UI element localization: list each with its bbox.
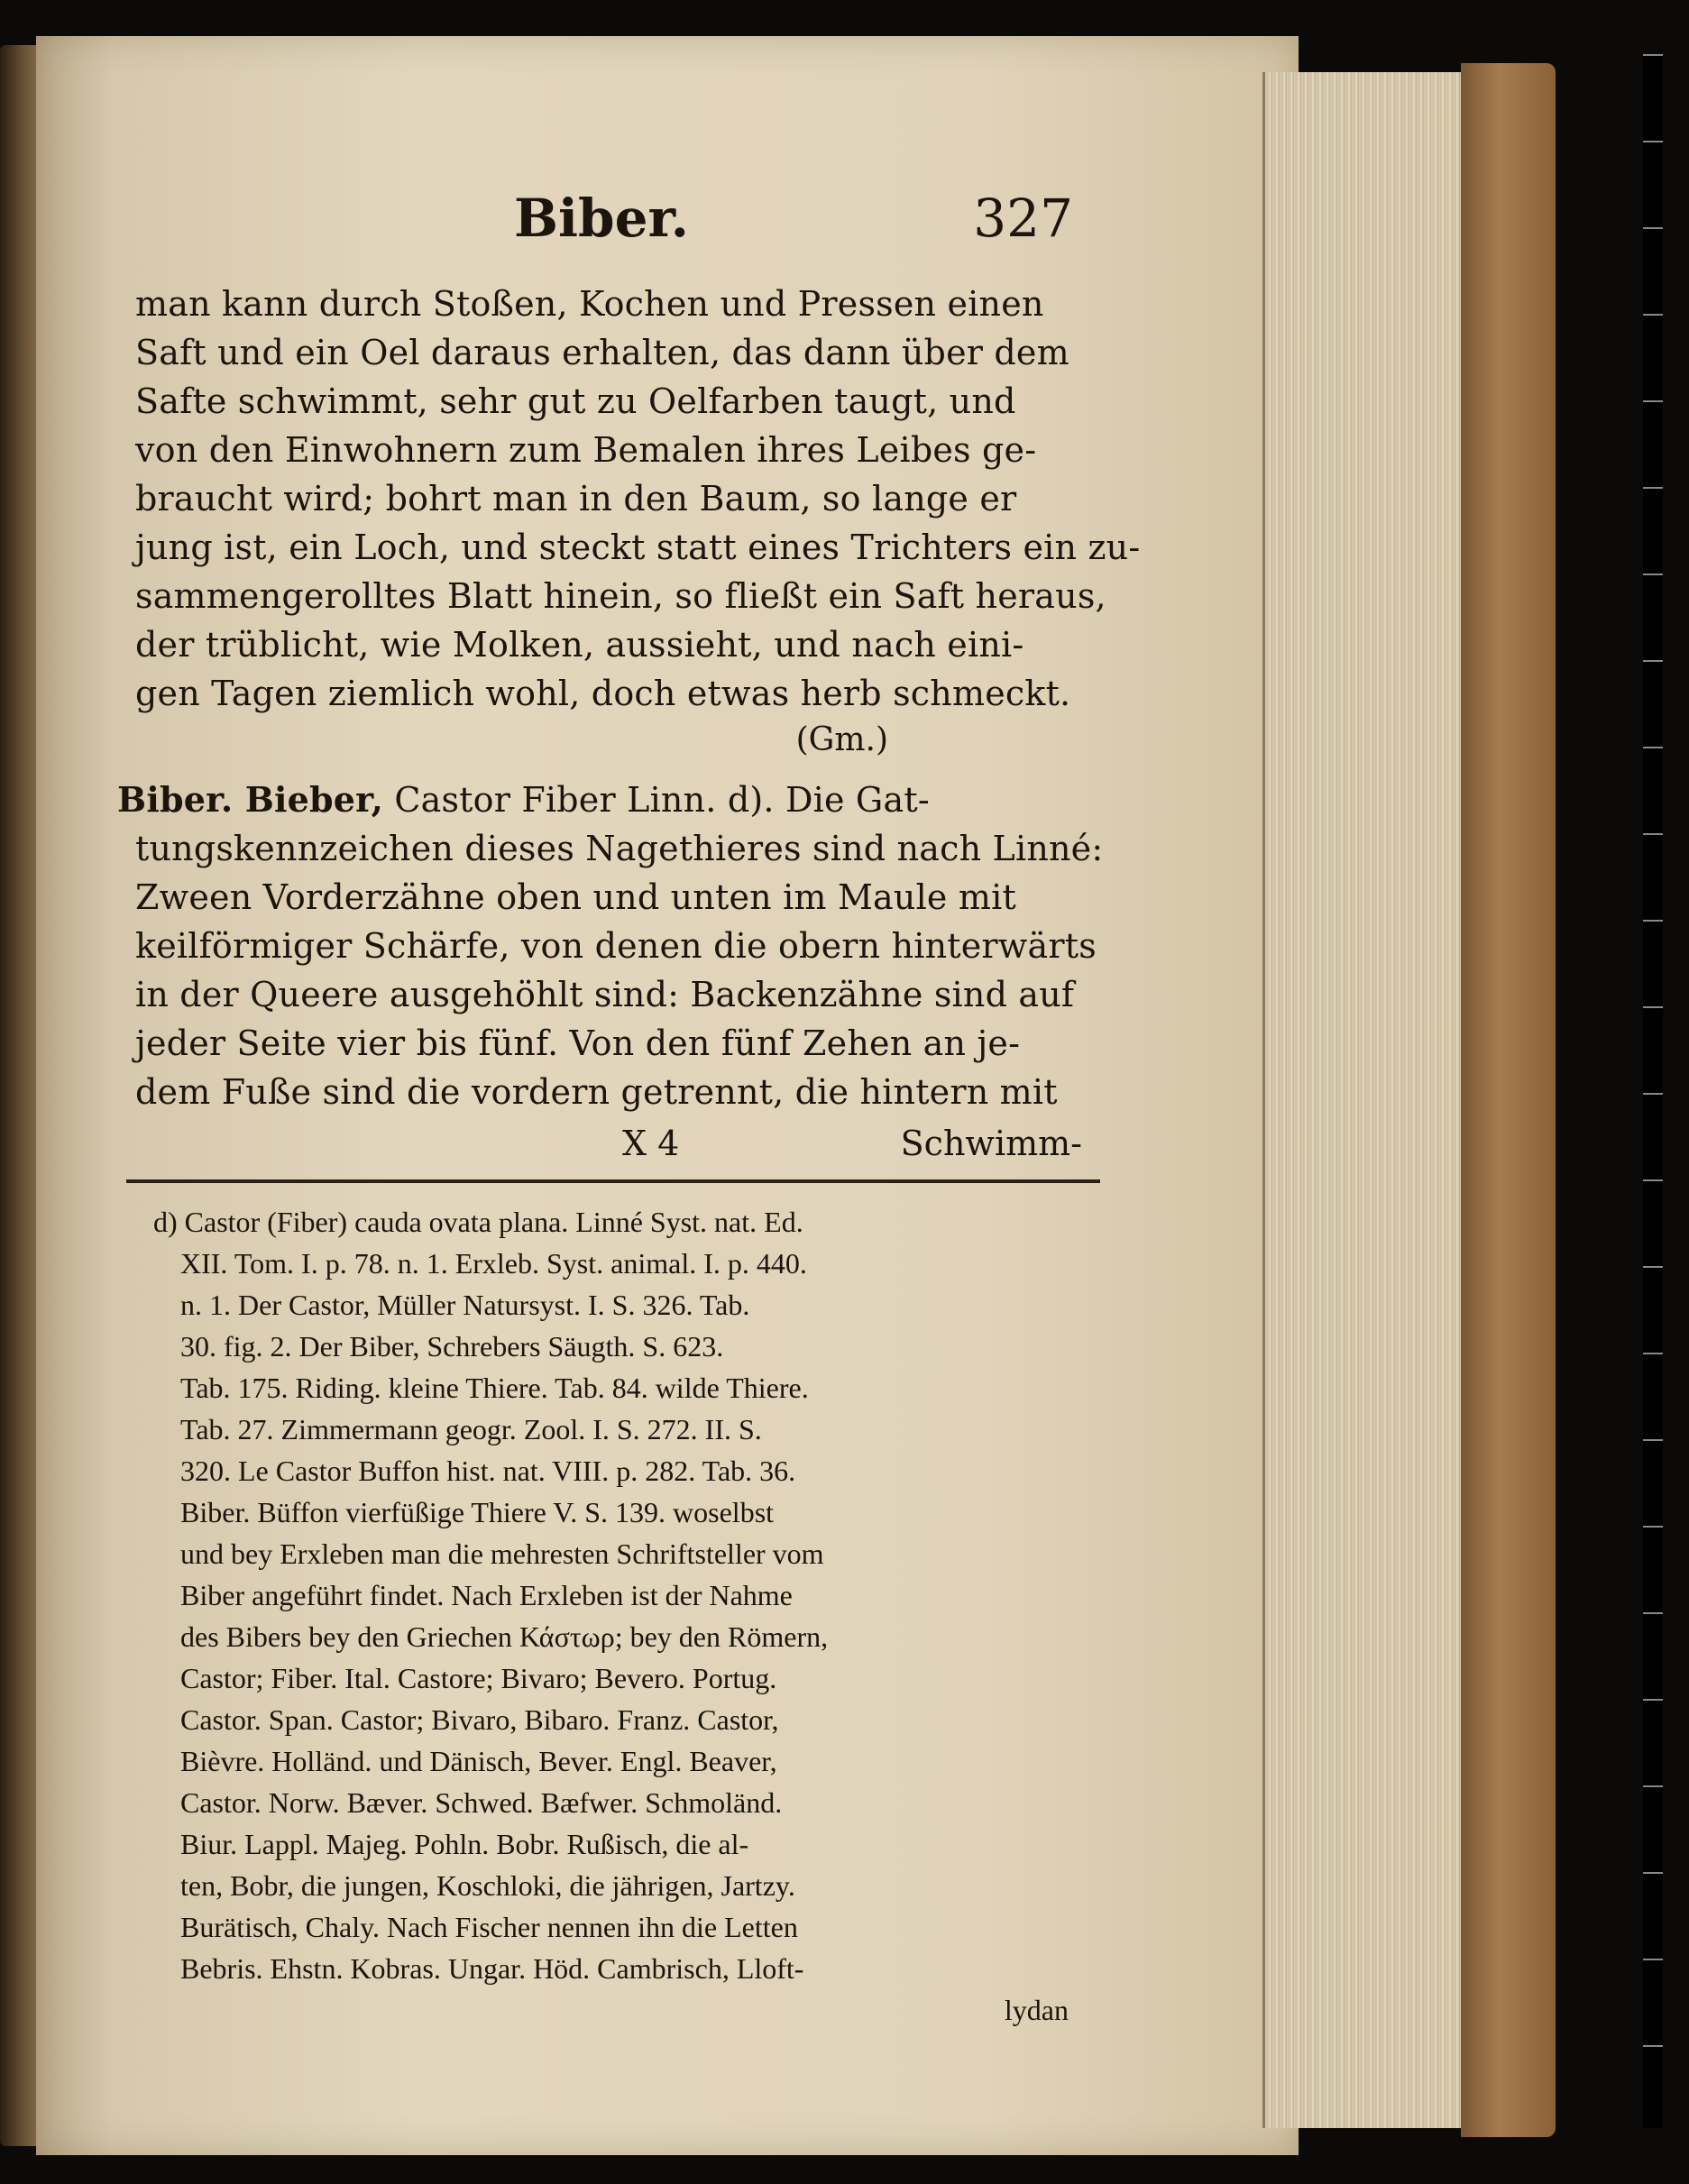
body-line: braucht wird; bohrt man in den Baum, so lange er (135, 479, 1017, 518)
scale-tick (1643, 487, 1663, 489)
body-line: in der Queere ausgehöhlt sind: Backenzähne sind auf (135, 975, 1075, 1014)
body-line: jung ist, ein Loch, und steckt statt eines Trichters ein zu- (135, 528, 1141, 567)
footnote-line: Biber. Büffon vierfüßige Thiere V. S. 139. woselbst (180, 1496, 775, 1528)
body-paragraph-continued (135, 280, 1141, 763)
footnote-line: und bey Erxleben man die mehresten Schriftsteller vom (180, 1537, 824, 1570)
scale-tick (1643, 1699, 1663, 1701)
body-line: dem Fuße sind die vordern getrennt, die hintern mit (135, 1072, 1058, 1112)
scale-tick (1643, 1785, 1663, 1787)
book-cover-edge (1461, 63, 1556, 2137)
footnote-line: Biber angeführt findet. Nach Erxleben ist der Nahme (180, 1579, 793, 1611)
body-line: jeder Seite vier bis fünf. Von den fünf Zehen an je- (135, 1023, 1021, 1063)
color-scale-bar (1643, 54, 1663, 2128)
body-line: keilförmiger Schärfe, von denen die obern hinterwärts (135, 926, 1097, 966)
footnote-line: 320. Le Castor Buffon hist. nat. VIII. p. 282. Tab. 36. (180, 1454, 796, 1487)
body-line: Saft und ein Oel daraus erhalten, das dann über dem (135, 333, 1069, 372)
scale-tick (1643, 1179, 1663, 1181)
scale-tick (1643, 54, 1663, 56)
scale-tick (1643, 833, 1663, 835)
signature-mark: X 4 (622, 1124, 680, 1163)
footnote-line: Burätisch, Chaly. Nach Fischer nennen ihn die Letten (180, 1911, 798, 1943)
page-number: 327 (973, 188, 1073, 249)
scale-tick (1643, 2045, 1663, 2047)
page-edges (1262, 72, 1464, 2128)
running-head: Biber. (514, 188, 689, 249)
scale-tick (1643, 1093, 1663, 1095)
page-header (135, 180, 1091, 280)
entry-first-line (117, 775, 1091, 824)
body-line: sammengerolltes Blatt hinein, so fließt ein Saft heraus, (135, 576, 1106, 616)
footnote-line: Bièvre. Holländ. und Dänisch, Bever. Engl. Beaver, (180, 1745, 777, 1777)
scale-tick (1643, 141, 1663, 142)
body-line: der trüblicht, wie Molken, aussieht, und nach eini- (135, 625, 1024, 665)
scale-tick (1643, 1439, 1663, 1441)
scale-tick (1643, 660, 1663, 662)
footnote-line: des Bibers bey den Griechen Κάστωρ; bey den Römern, (180, 1620, 829, 1653)
footnote-line: Castor. Span. Castor; Bivaro, Bibaro. Franz. Castor, (180, 1703, 779, 1736)
catchword: Schwimm- (900, 1124, 1082, 1163)
body-line: von den Einwohnern zum Bemalen ihres Leibes ge- (135, 430, 1037, 470)
scale-tick (1643, 1266, 1663, 1268)
footnote-line: d) Castor (Fiber) cauda ovata plana. Linné Syst. nat. Ed. (153, 1206, 803, 1238)
entry-head: Biber. Bieber, (117, 779, 384, 820)
scale-tick (1643, 1872, 1663, 1874)
scale-tick (1643, 574, 1663, 575)
footnote-line: ten, Bobr, die jungen, Koschloki, die jährigen, Jartzy. (180, 1869, 795, 1902)
body-line: gen Tagen ziemlich wohl, doch etwas herb schmeckt. (135, 674, 1071, 713)
scale-tick (1643, 1959, 1663, 1960)
footnote-line: Castor. Norw. Bæver. Schwed. Bæfwer. Schmoländ. (180, 1786, 783, 1819)
footnote-line: Castor; Fiber. Ital. Castore; Bivaro; Bevero. Portug. (180, 1662, 777, 1694)
scale-tick (1643, 400, 1663, 402)
body-line: Safte schwimmt, sehr gut zu Oelfarben taugt, und (135, 381, 1016, 421)
entry-biber (117, 775, 1104, 1170)
footnote-line: Bebris. Ehstn. Kobras. Ungar. Höd. Cambrisch, Lloft- (180, 1952, 804, 1985)
entry-first-line-rest: Castor Fiber Linn. d). Die Gat- (383, 780, 930, 820)
footnote-line: Biur. Lappl. Majeg. Pohln. Bobr. Rußisch, die al- (180, 1828, 749, 1860)
footnote-line: 30. fig. 2. Der Biber, Schrebers Säugth. S. 623. (180, 1330, 724, 1363)
footnote-line: XII. Tom. I. p. 78. n. 1. Erxleb. Syst. animal. I. p. 440. (180, 1247, 807, 1280)
scale-tick (1643, 314, 1663, 316)
signature-line (135, 1116, 1091, 1170)
body-line: tungskennzeichen dieses Nagethieres sind nach Linné: (135, 829, 1104, 868)
scale-tick (1643, 1526, 1663, 1528)
scale-tick (1643, 227, 1663, 229)
footnote-line: Tab. 175. Riding. kleine Thiere. Tab. 84. wilde Thiere. (180, 1372, 809, 1404)
attribution: (Gm.) (795, 721, 888, 758)
footnote-last-line: lydan (1004, 1994, 1069, 2026)
footnote-line: n. 1. Der Castor, Müller Natursyst. I. S. 326. Tab. (180, 1289, 750, 1321)
scale-tick (1643, 1612, 1663, 1614)
footnote-line: Tab. 27. Zimmermann geogr. Zool. I. S. 272. II. S. (180, 1413, 762, 1445)
page-text (117, 180, 1141, 2031)
scale-tick (1643, 920, 1663, 922)
footnote-rule (126, 1179, 1100, 1183)
footnote (135, 1201, 1091, 2031)
scale-tick (1643, 747, 1663, 748)
body-line: man kann durch Stoßen, Kochen und Pressen einen (135, 284, 1044, 324)
scale-tick (1643, 1353, 1663, 1354)
scale-tick (1643, 1006, 1663, 1008)
body-line: Zween Vorderzähne oben und unten im Maule mit (135, 877, 1016, 917)
